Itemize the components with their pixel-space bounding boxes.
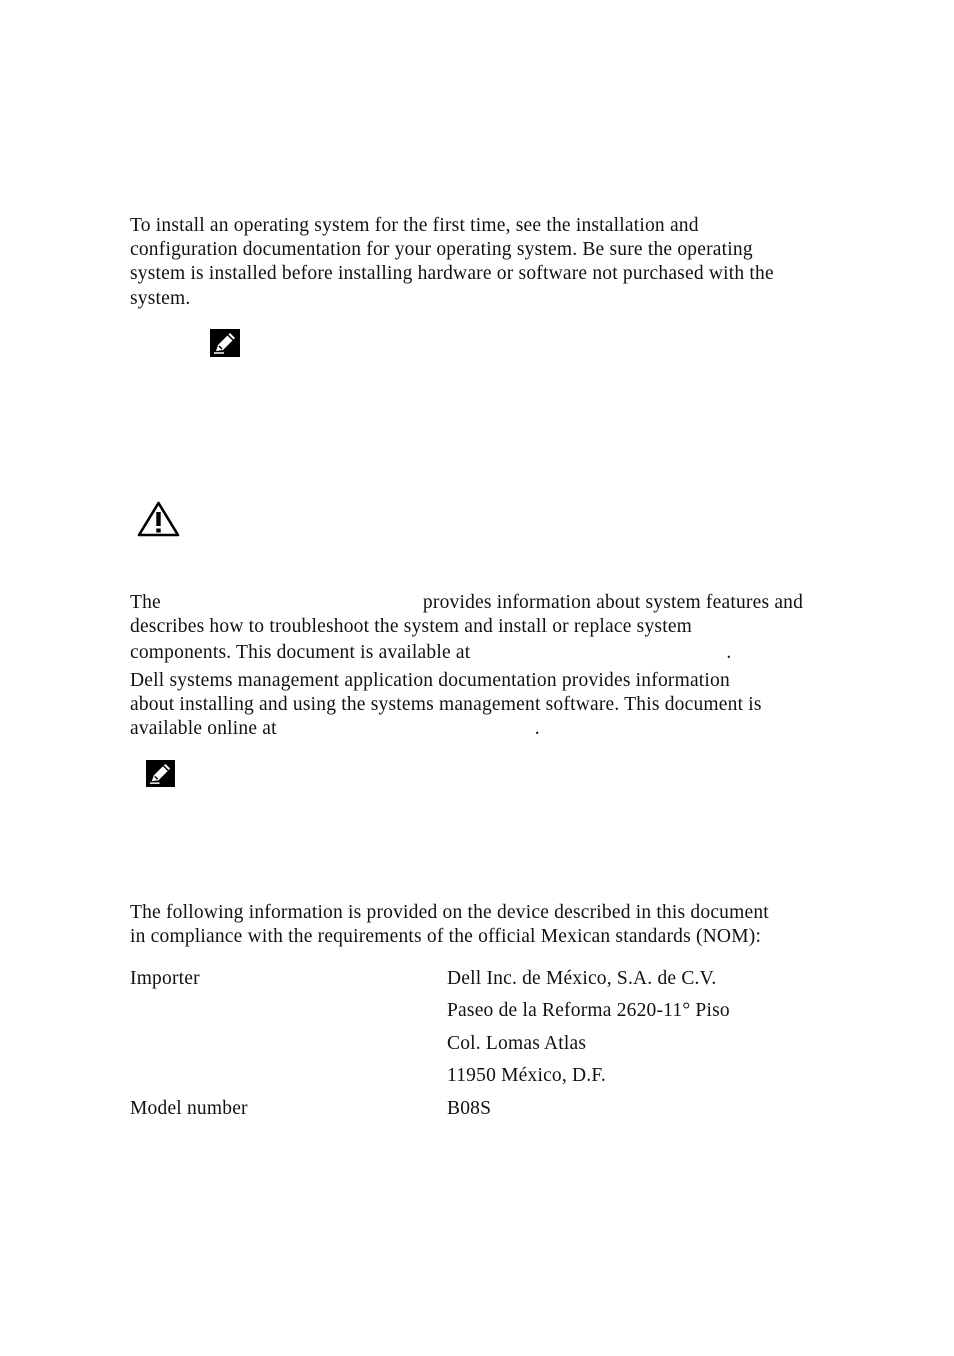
owners-manual-line: describes how to troubleshoot the system and install or replace system: [130, 616, 693, 637]
importer-address-line: Paseo de la Reforma 2620-11° Piso: [447, 1000, 730, 1021]
owners-manual-line: [130, 641, 860, 665]
os-install-line: system.: [130, 288, 191, 309]
warning-triangle-icon: [137, 501, 180, 537]
nom-intro-line: in compliance with the requirements of the official Mexican standards (NOM):: [130, 926, 762, 947]
os-install-line: To install an operating system for the first time, see the installation and: [130, 215, 699, 236]
model-number-value: B08S: [447, 1098, 492, 1119]
os-install-paragraph: [130, 214, 860, 311]
owners-manual-available-prefix: components. This document is available at: [130, 642, 471, 663]
owners-manual-line: [130, 591, 860, 615]
nom-intro-paragraph: [130, 901, 860, 949]
importer-address-line: Col. Lomas Atlas: [447, 1033, 587, 1054]
nom-intro-line: The following information is provided on the device described in this document: [130, 902, 769, 923]
owners-manual-prefix: The: [130, 592, 161, 613]
systems-management-available-prefix: available online at: [130, 718, 277, 739]
os-install-line: system is installed before installing hardware or software not purchased with the: [130, 263, 774, 284]
importer-label: Importer: [130, 968, 200, 989]
note-pencil-icon: [210, 329, 240, 357]
os-install-line: configuration documentation for your operating system. Be sure the operating: [130, 239, 753, 260]
owners-manual-period: .: [726, 642, 732, 663]
model-number-label: Model number: [130, 1098, 248, 1119]
owners-manual-paragraph: [130, 591, 860, 665]
systems-management-paragraph: [130, 669, 860, 741]
systems-management-line: about installing and using the systems management software. This document is: [130, 694, 762, 715]
importer-address-line: 11950 México, D.F.: [447, 1065, 606, 1086]
importer-address-line: Dell Inc. de México, S.A. de C.V.: [447, 968, 717, 989]
note-pencil-icon: [146, 760, 175, 787]
systems-management-period: .: [534, 718, 540, 739]
systems-management-line: Dell systems management application documentation provides information: [130, 670, 730, 691]
systems-management-line: [130, 717, 860, 741]
owners-manual-suffix: provides information about system features and: [422, 592, 804, 613]
